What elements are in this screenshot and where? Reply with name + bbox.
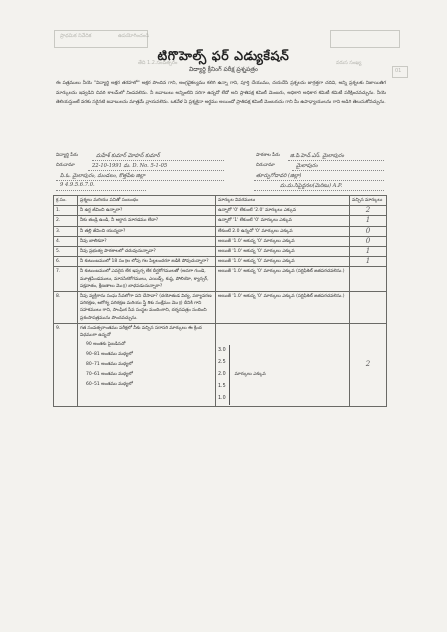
questions-table xyxy=(53,195,387,407)
grade-line: 70–61 అంతము మధ్యలో xyxy=(86,372,133,378)
phone-value: 9 4.9.5.6.7.0. xyxy=(60,182,95,188)
school-name-value: జి.పి.హెచ్.ఎస్. మైలాపురం xyxy=(290,153,344,159)
row-question: నీవు ప్రభుత్వ పాఠశాలలో చదువుచున్నావా? xyxy=(78,247,216,257)
document-subtitle: విద్యార్థి క్రీనింగ్ పరీక్ష ప్రశ్నపత్రం xyxy=(189,66,258,73)
row-question: నీవు బాలికవా? xyxy=(78,236,216,246)
scale-label: మార్కులు ఎక్కువ xyxy=(234,372,266,378)
row-question: గత సంవత్సరాంతము పరీక్షలో నీకు వచ్చిన సరాసరి మార్కులు ఈ క్రింద విధముగా ఉన్నచో xyxy=(80,325,202,339)
row-marks-obtained: 0 xyxy=(365,226,371,235)
document-title: టిగొహెల్స్ ఫర్ ఎడ్యుకేషన్ xyxy=(157,48,290,63)
row-question: నీ కుటుంబములో 18 సం॥ల లోపు గల పిల్లలందరూ జడికి పోవుచున్నారా? xyxy=(78,257,216,267)
row-question: నీకు తండ్రి ఉండి, నీ అర్ధాన మారడము లేదా? xyxy=(78,216,216,226)
address-label: చిరునామా xyxy=(256,163,275,168)
row-number: 1. xyxy=(54,206,78,216)
row-number: 5. xyxy=(54,247,78,257)
row-question-grades xyxy=(78,323,216,406)
scale-value: 3.0 xyxy=(218,347,226,353)
instructions-paragraph: ఈ పత్రములు నీయె "విద్యార్థి అక్షర తరహలో" అక్షర పొందిన గాని, అంగ్రవైకల్యము కలిగి ఉన్నా గాని, పూర్తి చేయుము, దయచేసి ప్రశ్నలను జాగ్రత్తగా చదివి, అన్ని ప్రశ్నలకు నిజాయితిగ మార్కులను ఇవ్వడిని చివరి కాలమ్‌లో నింపవలెను. నీ జవాబులు అన్నింటిని సరిగా ఉన్నదో లేదో అని ప్రాతిపక్ష కమిటీ మెంబరు, అధికారి అధికార కమిటీ కమిటీ పరీక్షించవచ్చును. నీయె తెలియస్తుంటే వరకు సరైనటి జవాబులను మాత్రమే వ్రాయవలెను. ఒకవేళ ఏ ప్రశ్నకైనా అర్ధము అయిందో ప్రాతిపక్ష కమిటీ మెంబరును గాని మీ ఉపాధ్యాయులను గాని అడిగి తెలుసుకోవచ్చును. xyxy=(56,81,386,106)
row-number: 3. xyxy=(54,226,78,236)
row-marks-rule: అయితే '1.0' అకున్న '0' మార్కులు ఎక్కువ xyxy=(216,247,350,257)
scale-value: 2.0 xyxy=(218,371,226,377)
row-marks-rule: లేకుంటే 2.0 ఉన్నచో '0' మార్కులు ఎక్కువ xyxy=(216,226,350,236)
row-marks-obtained: 1 xyxy=(365,216,371,225)
bleed-text-3: తేది 1.2.సంవత్సరం xyxy=(138,60,178,66)
row-marks-rule: అయితే '1.0' అకున్న '0' మార్కులు ఎక్కువ xyxy=(216,236,350,246)
header-marks-obtained: వచ్చిన మార్కులు xyxy=(350,196,387,206)
row-number: 7. xyxy=(54,267,78,292)
table-row xyxy=(54,323,387,406)
row-question: నీ ఉర్ద జీవించి ఉన్నారా? xyxy=(78,206,216,216)
student-name-value: మహేశ్ కుమార్ మోహన్ కుమార్ xyxy=(96,153,160,159)
table-row xyxy=(54,257,387,267)
extra-value: మ.మ.సిపైన్దనల(మెరిటు) A.P. xyxy=(280,183,343,189)
grade-line: 90 అంతకు పైబడినచో xyxy=(86,342,126,348)
row-marks-obtained: 1 xyxy=(365,257,371,266)
scale-value: 1.5 xyxy=(218,383,226,389)
bleed-text-4: వరుస సంఖ్య xyxy=(336,60,362,66)
header-serial: క్ర.సం. xyxy=(54,196,78,206)
scale-value: 1.0 xyxy=(218,395,226,401)
table-header-row xyxy=(54,196,387,206)
row-question: నీ కుటుంబములో ఎవరైన లేక ఇప్పర్స లేక దీర్ఘరోగములతో (అనగా గుండె, మూత్రపిండములు, మానసికరోగములు, ఎయిడ్స్, కుష్ఠ, పోలియో, క్యాన్సర్, పక్షవాతం, క్షీణతాలు మొ॥) బాధపడుచున్నారా? xyxy=(78,267,216,292)
row-number: 8. xyxy=(54,292,78,324)
address-line-3: తూర్పుగోదావరి (జిల్లా) xyxy=(256,173,302,179)
row-question: నీ తల్లి జీవించి యున్నదా? xyxy=(78,226,216,236)
date-label: చిరునామా xyxy=(56,163,75,168)
address-value: మైలాపురం xyxy=(296,163,318,169)
table-row xyxy=(54,236,387,246)
header-marks-details: మార్కుల వివరములు xyxy=(216,196,350,206)
address-line-2: పి.ఓ. మైలాపురం, మండలం, కొత్తపేట జిల్లా xyxy=(60,173,146,179)
date-value: 22-10-1991 మ. D. No. 5-1-05 xyxy=(92,163,168,169)
bleed-text-1: ప్రాథమిక నివేదిక xyxy=(60,33,92,39)
row-marks-rule: అయితే '1.0' అకున్న '0' మార్కులు ఎక్కువ (సర్టిఫికెట్ జతపరచవలెను.) xyxy=(216,292,350,324)
table-row xyxy=(54,292,387,324)
row-marks-rule: అయితే '1.0' అకున్న '0' మార్కులు ఎక్కువ (సర్టిఫికెట్ జతపరచవలెను.) xyxy=(216,267,350,292)
row-marks-obtained: 0 xyxy=(365,236,371,245)
row-number: 4. xyxy=(54,236,78,246)
row-marks-rule: అయితే '1.0' అకున్న '0' మార్కులు ఎక్కువ xyxy=(216,257,350,267)
grade-line: 80–71 అంతము మధ్యలో xyxy=(86,362,133,368)
table-row xyxy=(54,226,387,236)
grade-line: 90–81 అంతము మధ్యలో xyxy=(86,352,133,358)
table-row xyxy=(54,216,387,226)
student-name-label: విద్యార్థి పేరు xyxy=(56,153,78,158)
row-marks-scale xyxy=(216,323,350,406)
grade-line: 60–51 అంతము మధ్యలో xyxy=(86,382,133,388)
school-name-label: పాఠశాల పేరు xyxy=(256,153,280,158)
row-marks-obtained: 1 xyxy=(365,247,371,256)
scale-value: 2.5 xyxy=(218,359,226,365)
row-number: 6. xyxy=(54,257,78,267)
row-marks-rule: ఉన్నారో '0' లేకుంటే '2.0' మార్కులు ఎక్కువ xyxy=(216,206,350,216)
row-marks-obtained: 2 xyxy=(365,359,371,368)
table-row xyxy=(54,267,387,292)
bleed-text-5: 01 xyxy=(395,68,402,74)
row-number: 2. xyxy=(54,216,78,226)
header-question: ప్రశ్నలు మరియు పనితో సంబంధం xyxy=(78,196,216,206)
row-marks-obtained: 2 xyxy=(365,206,371,215)
bleed-text-2: ఉపయోగించండి xyxy=(118,33,150,39)
row-question: నీవు వ్యక్తిగాను సంఘ సేవలోగా పని చేసావా? (దయోతుడ విద్య, పర్యావరణ పరిరక్షణ, ఆరోగ్య పరిరక్షణ మరియు స్త్రీ శిశు సంక్షేమం మొ॥) దీనికి గాని సహకములు గాని, సాంఘిక సేవ సంస్థల మందింగాని, దర్శనపత్రం సందించి ప్రశంసాపత్రమును పొందవచ్చును. xyxy=(78,292,216,324)
row-number: 9. xyxy=(54,323,78,406)
row-marks-rule: ఉన్నారో '1' లేకుంటే '0' మార్కులు ఎక్కువ xyxy=(216,216,350,226)
table-row xyxy=(54,206,387,216)
table-row xyxy=(54,247,387,257)
